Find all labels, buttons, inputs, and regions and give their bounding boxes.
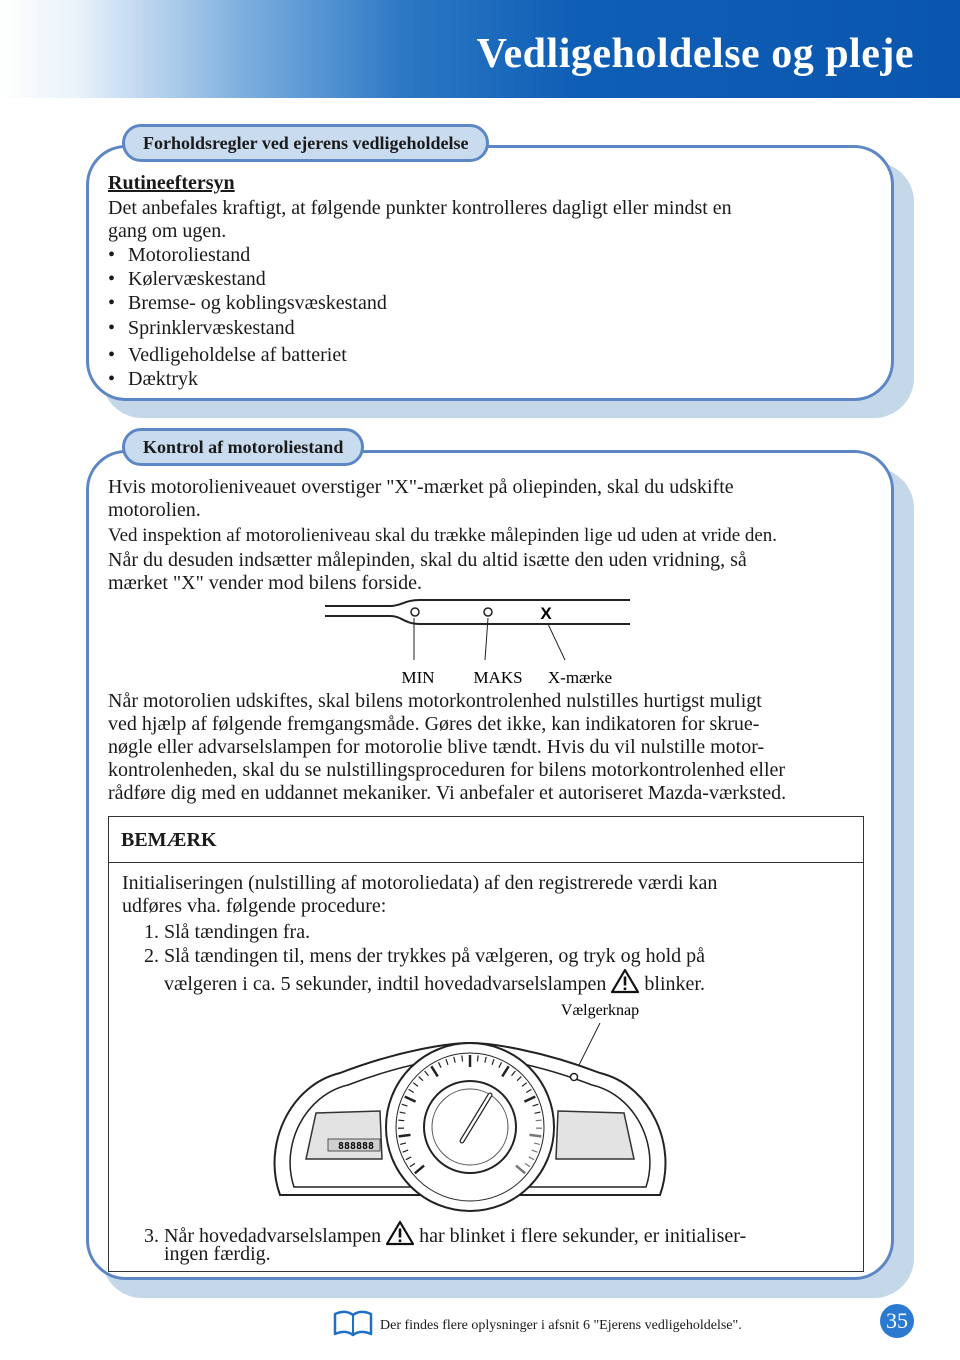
tachometer-tick (477, 1055, 478, 1061)
dipstick-illustration (320, 596, 640, 692)
section1-checklist (108, 244, 387, 392)
dipstick-outline (325, 600, 630, 624)
right-display (556, 1111, 634, 1159)
note-step2-line2-end: blinker. (644, 973, 705, 995)
section2-p1-line1: Hvis motorolieniveauet overstiger "X"-mærket på oliepinden, skal du udskifte (108, 476, 734, 498)
page-title: Vedligeholdelse og pleje (476, 31, 914, 77)
min-label: MIN (401, 668, 435, 687)
section2-p4-line3: nøgle eller advarselslampen for motorolie blive tændt. Hvis du vil nulstille motor- (108, 736, 765, 758)
x-mark-label: X-mærke (547, 668, 613, 687)
selector-knob (571, 1074, 578, 1081)
list-item: • Motoroliestand (108, 244, 387, 268)
book-icon (332, 1310, 374, 1338)
x-mark-glyph: X (540, 604, 552, 623)
x-leader (548, 624, 565, 660)
warning-icon (610, 968, 640, 994)
instrument-cluster-illustration (250, 995, 690, 1215)
list-item: • Kølervæskestand (108, 268, 387, 292)
footer-reference: Der findes flere oplysninger i afsnit 6 "Ejerens vedligeholdelse". (380, 1318, 742, 1333)
section2-p4-line5: rådføre dig med en uddannet mekaniker. Vi anbefaler et autoriseret Mazda-værksted. (108, 782, 787, 804)
note-step2-line2 (164, 968, 705, 996)
section2-p4-line4: kontrolenheden, skal du se nulstillingsproceduren for bilens motorkontrolenhed eller (108, 759, 786, 781)
note-step3-line2: ingen færdig. (164, 1243, 271, 1265)
section2-p3-line2: mærket "X" vender mod bilens forside. (108, 572, 423, 594)
tachometer-tick (462, 1055, 463, 1061)
tachometer-tick (398, 1120, 404, 1121)
note-step2-line2-text: vælgeren i ca. 5 sekunder, indtil hovedadvarselslampen (164, 973, 607, 995)
section1-heading: Rutineeftersyn (108, 172, 235, 194)
list-item: • Bremse- og koblingsvæskestand (108, 292, 387, 316)
section1-intro-line1: Det anbefales kraftigt, at følgende punkter kontrolleres dagligt eller mindst en (108, 197, 732, 219)
note-step3-line1-end: har blinket i flere sekunder, er initialiser- (419, 1225, 747, 1247)
note-step3-line1-text: 3. Når hovedadvarselslampen (144, 1225, 382, 1247)
note-step1: 1. Slå tændingen fra. (144, 921, 311, 943)
max-label: MAKS (473, 668, 523, 687)
tachometer-tick (536, 1120, 542, 1121)
min-mark (411, 608, 419, 616)
note-title: BEMÆRK (109, 817, 863, 863)
list-item: • Sprinklervæskestand (108, 317, 387, 341)
tachometer-tick (529, 1135, 541, 1137)
note-intro-line2: udføres vha. følgende procedure: (122, 895, 387, 917)
section1-intro-line2: gang om ugen. (108, 220, 227, 242)
warning-icon (385, 1220, 415, 1246)
section2-p4-line2: ved hjælp af følgende fremgangsmåde. Gøres det ikke, kan indikatoren for skrue- (108, 713, 760, 735)
page-header (0, 0, 960, 98)
max-mark (484, 608, 492, 616)
section2-tab: Kontrol af motoroliestand (122, 428, 364, 466)
section2-p3-line1: Når du desuden indsætter målepinden, skal du altid isætte den uden vridning, så (108, 549, 747, 571)
page-number: 35 (880, 1304, 914, 1338)
section2-p1-line2: motorolien. (108, 499, 201, 521)
note-step2-line1: 2. Slå tændingen til, mens der trykkes på vælgeren, og tryk og hold på (144, 945, 706, 967)
selector-knob-callout: Vælgerknap (560, 1002, 640, 1019)
section1-tab: Forholdsregler ved ejerens vedligeholdelse (122, 124, 489, 162)
list-item: • Dæktryk (108, 368, 387, 392)
section2-p4-line1: Når motorolien udskiftes, skal bilens motorkontrolenhed nulstilles hurtigst muligt (108, 690, 762, 712)
tachometer-tick (399, 1135, 411, 1137)
odometer-digits: 888888 (337, 1141, 375, 1152)
list-item: • Vedligeholdelse af batteriet (108, 344, 387, 368)
note-intro-line1: Initialiseringen (nulstilling af motoroliedata) af den registrerede værdi kan (122, 872, 718, 894)
section2-p2: Ved inspektion af motorolieniveau skal du trække målepinden lige ud uden at vride den. (108, 525, 778, 546)
